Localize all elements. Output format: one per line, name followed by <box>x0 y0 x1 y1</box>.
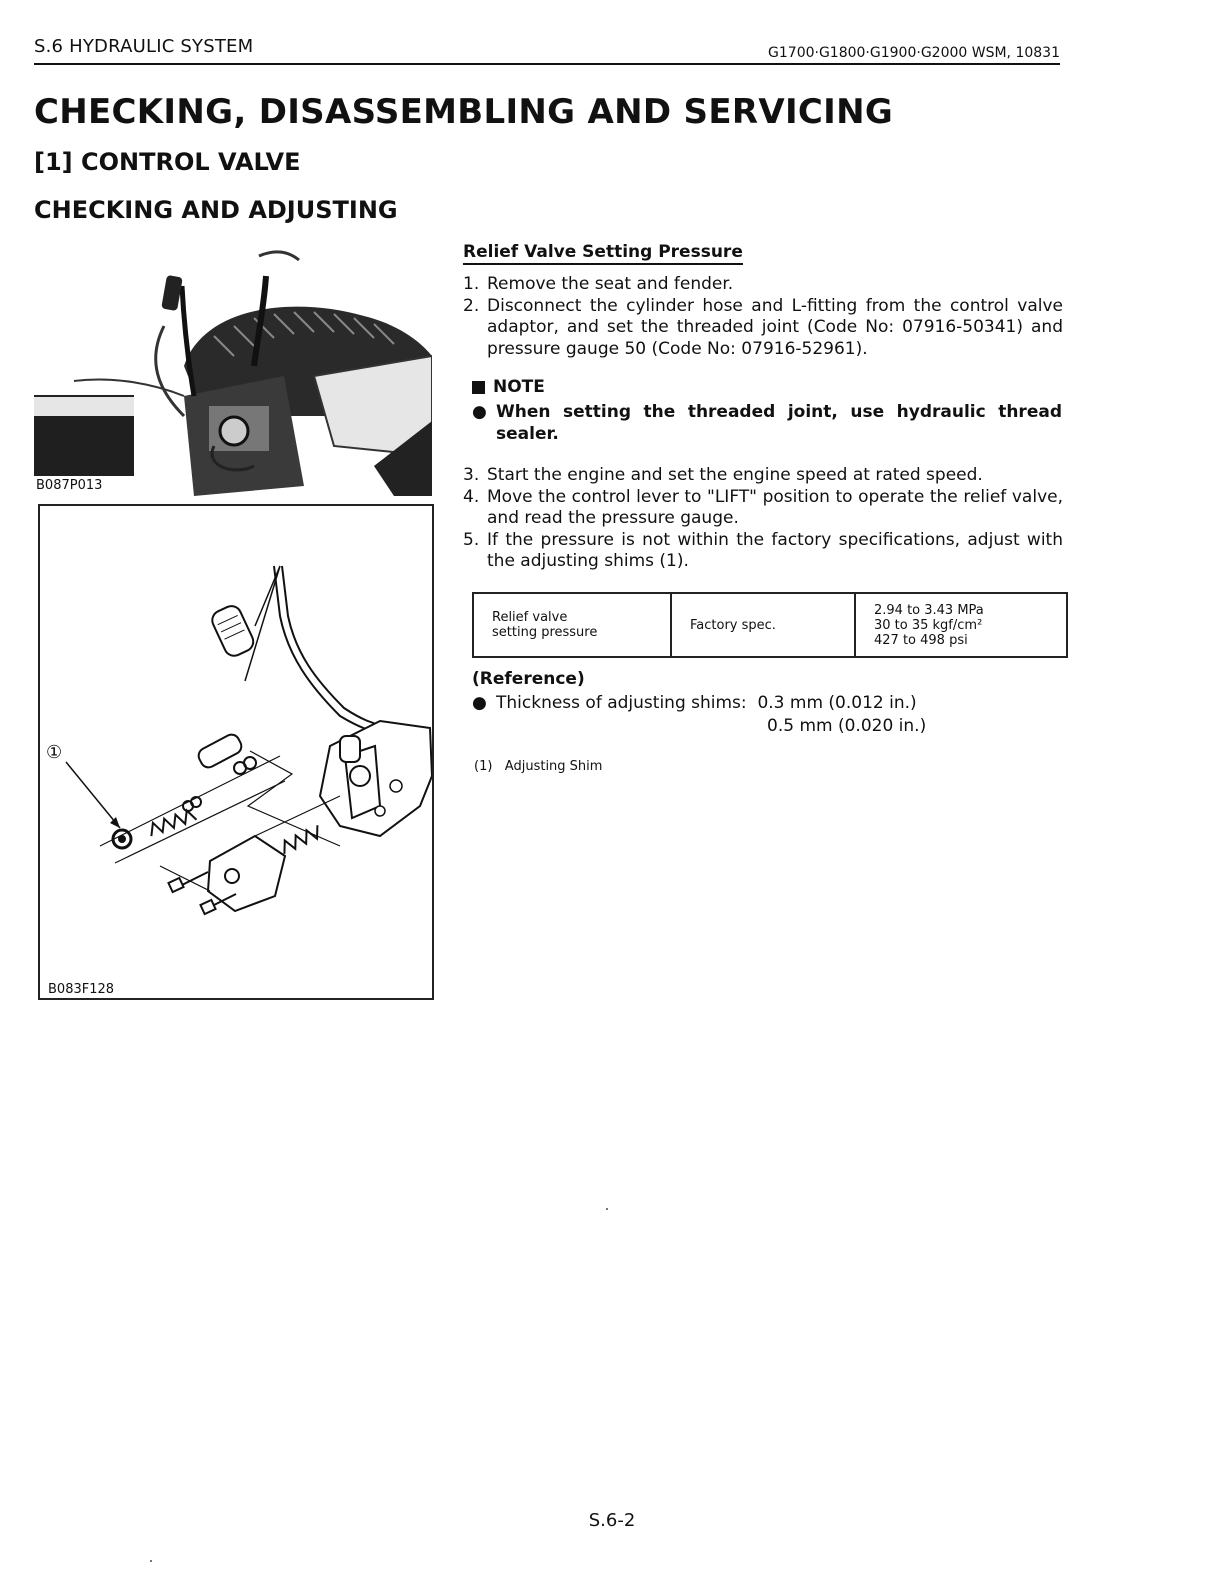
reference-text: Thickness of adjusting shims: 0.3 mm (0.012 in.) <box>496 693 917 713</box>
photo-label: B087P013 <box>36 478 106 493</box>
header-rule <box>34 63 1060 65</box>
step-item <box>463 530 1063 573</box>
steps-list-b <box>463 465 1063 573</box>
section-subtitle: [1] CONTROL VALVE <box>34 148 301 176</box>
spec-value-psi: 427 to 498 psi <box>874 632 968 648</box>
note-body <box>472 401 1062 445</box>
page-title: CHECKING, DISASSEMBLING AND SERVICING <box>34 92 894 132</box>
step-text: Start the engine and set the engine speed at rated speed. <box>487 465 983 485</box>
diagram-label: B083F128 <box>48 982 115 997</box>
step-number: 2. <box>463 295 480 316</box>
note-heading <box>472 377 545 397</box>
reference-heading: (Reference) <box>472 669 585 689</box>
square-bullet-icon <box>472 381 485 394</box>
header-models: G1700·G1800·G1900·G2000 WSM, 10831 <box>768 45 1060 61</box>
spec-item-cell <box>473 593 671 657</box>
figure-caption: (1) Adjusting Shim <box>474 759 603 774</box>
control-valve-photo <box>34 246 432 496</box>
bullet-icon: ● <box>472 693 487 713</box>
spec-value-kgf: 30 to 35 kgf/cm² <box>874 617 983 633</box>
spec-value-cell <box>855 593 1067 657</box>
step-text: Remove the seat and fender. <box>487 274 734 294</box>
reference-line-2: 0.5 mm (0.020 in.) <box>767 716 927 736</box>
spec-table <box>472 592 1068 658</box>
spec-label-cell: Factory spec. <box>671 593 855 657</box>
step-text: Disconnect the cylinder hose and L-fitting from the control valve adaptor, and set the threaded joint (Code No: 07916-50341) and pressure gauge 50 (Code No: 07916-52961). <box>487 295 1063 359</box>
table-row <box>473 593 1067 657</box>
bullet-icon: ● <box>472 402 487 422</box>
scan-speck <box>150 1560 152 1562</box>
procedure-heading: Relief Valve Setting Pressure <box>463 242 743 265</box>
note-text: When setting the threaded joint, use hydraulic thread sealer. <box>496 402 1062 444</box>
step-text: If the pressure is not within the factory specifications, adjust with the adjusting shims (1). <box>487 529 1063 571</box>
callout-marker: ① <box>46 742 63 763</box>
step-number: 4. <box>463 486 480 507</box>
step-item <box>463 296 1063 361</box>
exploded-diagram <box>38 504 434 1000</box>
header-section: S.6 HYDRAULIC SYSTEM <box>34 36 254 57</box>
scan-speck <box>606 1208 608 1210</box>
note-heading-text: NOTE <box>493 377 545 397</box>
spec-value-mpa: 2.94 to 3.43 MPa <box>874 602 984 618</box>
step-number: 3. <box>463 465 480 485</box>
step-item <box>463 465 1063 487</box>
step-number: 1. <box>463 274 480 294</box>
step-number: 5. <box>463 529 480 550</box>
reference-line <box>472 693 917 713</box>
steps-list-a <box>463 274 1063 360</box>
step-item <box>463 274 1063 296</box>
subsection-title: CHECKING AND ADJUSTING <box>34 196 398 224</box>
spec-item-line: Relief valve <box>492 610 568 625</box>
page-number: S.6-2 <box>588 1510 636 1531</box>
step-item <box>463 487 1063 530</box>
spec-item-line: setting pressure <box>492 625 598 640</box>
step-text: Move the control lever to "LIFT" position to operate the relief valve, and read the pressure gauge. <box>487 486 1063 528</box>
